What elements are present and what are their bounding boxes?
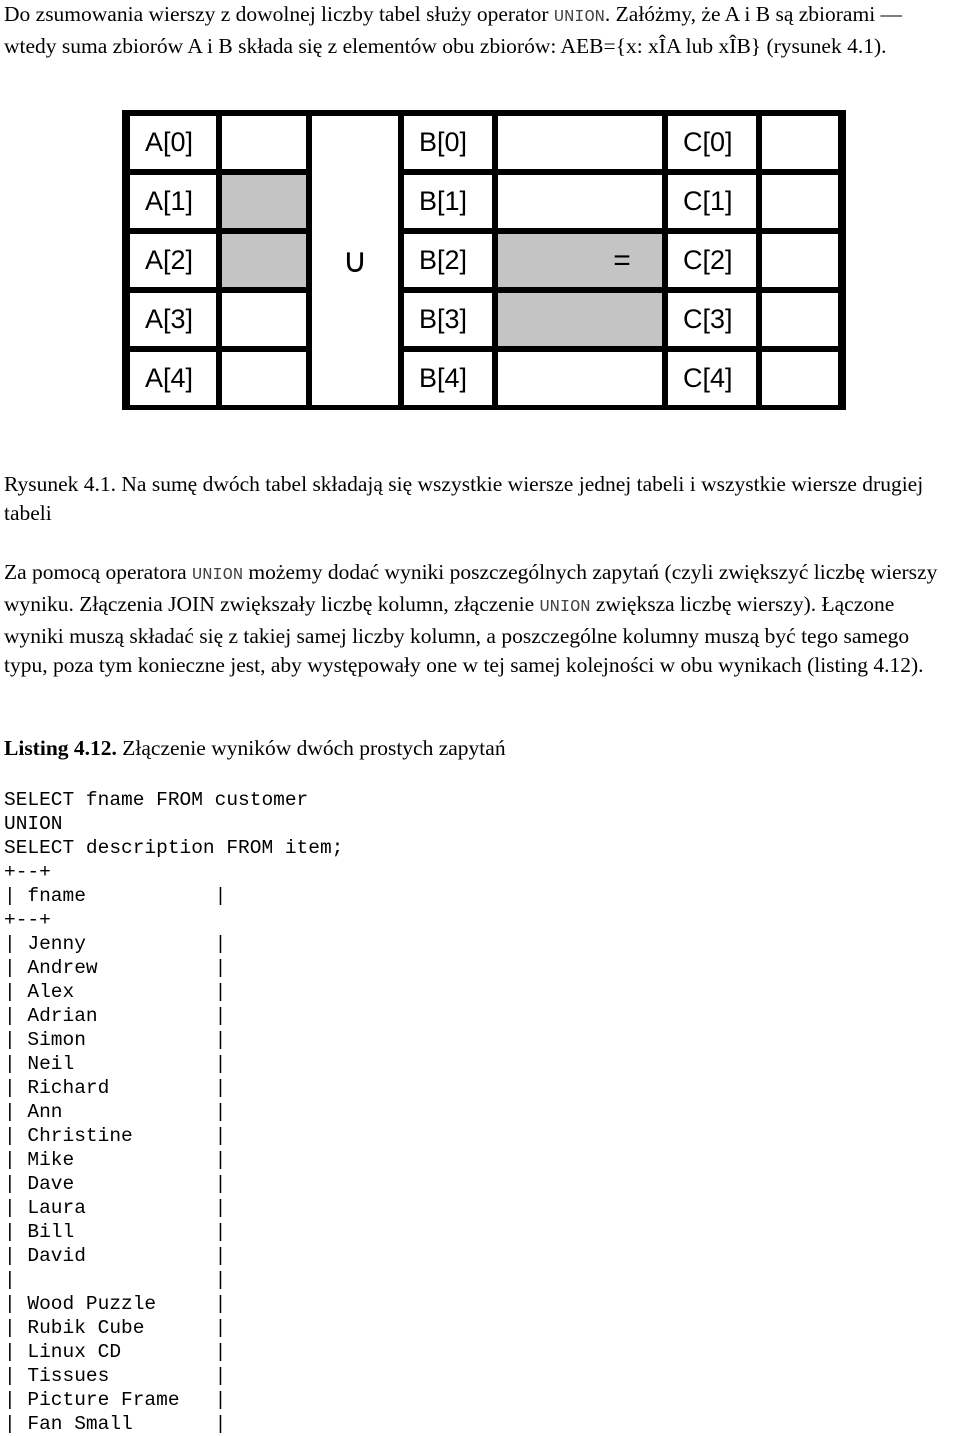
code-line: | Dave | xyxy=(4,1173,227,1195)
set-element-c0: C[0] xyxy=(668,116,756,169)
equals-symbol: = xyxy=(613,243,631,277)
shaded-cell xyxy=(222,234,306,287)
set-element-a3: A[3] xyxy=(130,293,216,346)
code-line: SELECT fname FROM customer xyxy=(4,789,309,811)
code-line: | Adrian | xyxy=(4,1005,227,1027)
code-listing xyxy=(4,788,343,1436)
code-line: SELECT description FROM item; xyxy=(4,837,344,859)
code-line: UNION xyxy=(4,813,63,835)
set-element-a4: A[4] xyxy=(130,352,216,405)
set-element-b0: B[0] xyxy=(404,116,492,169)
code-line: | Alex | xyxy=(4,981,227,1003)
code-line: | Jenny | xyxy=(4,933,227,955)
figure-caption: Rysunek 4.1. Na sumę dwóch tabel składają się wszystkie wiersze jednej tabeli i wszystkie wiersze drugiej tabeli xyxy=(4,472,924,525)
set-element-c2: C[2] xyxy=(668,234,756,287)
intro-text-1: Do zsumowania wierszy z dowolnej liczby tabel służy operator xyxy=(4,2,554,26)
intro-text-2: . Załóżmy, że A i B są zbiorami — wtedy suma zbiorów A i B składa się z elementów obu zbiorów: AEB={x: xÎA lub xÎB} (rysunek 4.1). xyxy=(4,2,903,58)
code-line: | fname | xyxy=(4,885,227,907)
set-element-a0: A[0] xyxy=(130,116,216,169)
empty-cell xyxy=(762,293,838,346)
code-line: | Tissues | xyxy=(4,1365,227,1387)
code-line: | Bill | xyxy=(4,1221,227,1243)
set-element-a2: A[2] xyxy=(130,234,216,287)
code-line: | Ann | xyxy=(4,1101,227,1123)
code-line: | | xyxy=(4,1269,227,1291)
union-paragraph xyxy=(4,558,956,680)
empty-cell xyxy=(762,352,838,405)
shaded-cell xyxy=(222,175,306,228)
union-keyword: UNION xyxy=(553,8,605,27)
empty-cell xyxy=(762,116,838,169)
code-line: | Picture Frame | xyxy=(4,1389,227,1411)
code-line: | Christine | xyxy=(4,1125,227,1147)
union-symbol: ∪ xyxy=(312,116,398,405)
set-element-c4: C[4] xyxy=(668,352,756,405)
listing-label: Listing 4.12. xyxy=(4,736,117,760)
listing-caption: Złączenie wyników dwóch prostych zapytań xyxy=(116,736,506,760)
code-line: | Neil | xyxy=(4,1053,227,1075)
union-keyword-3: UNION xyxy=(539,598,591,617)
set-element-c1: C[1] xyxy=(668,175,756,228)
empty-cell xyxy=(222,293,306,346)
code-line: | Andrew | xyxy=(4,957,227,979)
code-line: | Laura | xyxy=(4,1197,227,1219)
code-line: | Rubik Cube | xyxy=(4,1317,227,1339)
union-figure xyxy=(122,110,846,410)
empty-cell xyxy=(222,116,306,169)
code-line: +--+ xyxy=(4,909,51,931)
set-element-b4: B[4] xyxy=(404,352,492,405)
code-line: +--+ xyxy=(4,861,51,883)
code-line: | Simon | xyxy=(4,1029,227,1051)
empty-cell xyxy=(762,234,838,287)
para2-text-2: możemy dodać wyniki poszczególnych zapytań (czyli zwiększyć liczbę wierszy wyniku. Złączenia JOIN zwiększały liczbę kolumn, złączenie xyxy=(4,560,938,616)
code-line: | David | xyxy=(4,1245,227,1267)
listing-title xyxy=(4,734,956,763)
set-element-b3: B[3] xyxy=(404,293,492,346)
empty-cell xyxy=(222,352,306,405)
code-line: | Wood Puzzle | xyxy=(4,1293,227,1315)
empty-cell xyxy=(762,175,838,228)
set-element-b2: B[2] xyxy=(404,234,492,287)
code-line: | Linux CD | xyxy=(4,1341,227,1363)
union-keyword-2: UNION xyxy=(192,566,244,585)
code-line: | Fan Small | xyxy=(4,1413,227,1435)
set-element-c3: C[3] xyxy=(668,293,756,346)
code-line: | Richard | xyxy=(4,1077,227,1099)
para2-text-1: Za pomocą operatora xyxy=(4,560,193,584)
set-element-b1: B[1] xyxy=(404,175,492,228)
code-line: | Mike | xyxy=(4,1149,227,1171)
para2-text-3: zwiększa liczbę wierszy). Łączone wyniki muszą składać się z takiej samej liczby kolumn, a poszczególne kolumny muszą być tego samego typu, poza tym konieczne jest, aby występowały one w tej samej kolejności w obu wynikach (listing 4.12). xyxy=(4,592,924,677)
intro-paragraph xyxy=(4,0,956,61)
set-element-a1: A[1] xyxy=(130,175,216,228)
